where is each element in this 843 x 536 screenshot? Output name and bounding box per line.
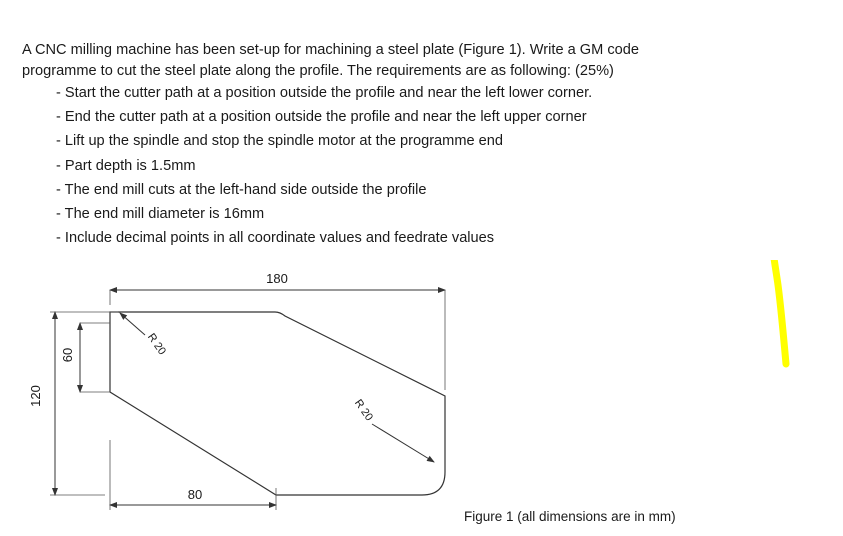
- profile-drawing: [0, 260, 843, 536]
- radius-label-upper-left: R 20: [144, 331, 169, 358]
- requirement-item: - Include decimal points in all coordinate values and feedrate values: [56, 226, 812, 250]
- requirement-item: - Start the cutter path at a position outside the profile and near the left lower corner.: [56, 81, 812, 105]
- dimension-label-notch-height: 60: [60, 347, 75, 363]
- radius-label-lower-right: R 20: [351, 397, 376, 424]
- question-text: [22, 40, 812, 250]
- figure-caption: Figure 1 (all dimensions are in mm): [464, 509, 676, 524]
- requirements-list: [22, 81, 812, 250]
- dimension-label-notch-width: 80: [187, 487, 203, 502]
- requirement-item: - The end mill diameter is 16mm: [56, 202, 812, 226]
- requirement-item: - The end mill cuts at the left-hand side outside the profile: [56, 178, 812, 202]
- requirement-item: - End the cutter path at a position outside the profile and near the left upper corner: [56, 105, 812, 129]
- dimension-label-width: 180: [266, 271, 288, 286]
- question-line-2: programme to cut the steel plate along the profile. The requirements are as following: (25%): [22, 62, 614, 79]
- requirement-item: - Part depth is 1.5mm: [56, 154, 812, 178]
- question-line-1: A CNC milling machine has been set-up for machining a steel plate (Figure 1). Write a GM code: [22, 42, 639, 58]
- dimension-label-height: 120: [28, 385, 43, 407]
- requirement-item: - Lift up the spindle and stop the spindle motor at the programme end: [56, 129, 812, 153]
- radius-leader-lower-right: [372, 424, 434, 462]
- highlighter-mark: [770, 260, 786, 364]
- radius-leader-upper-left: [120, 313, 145, 335]
